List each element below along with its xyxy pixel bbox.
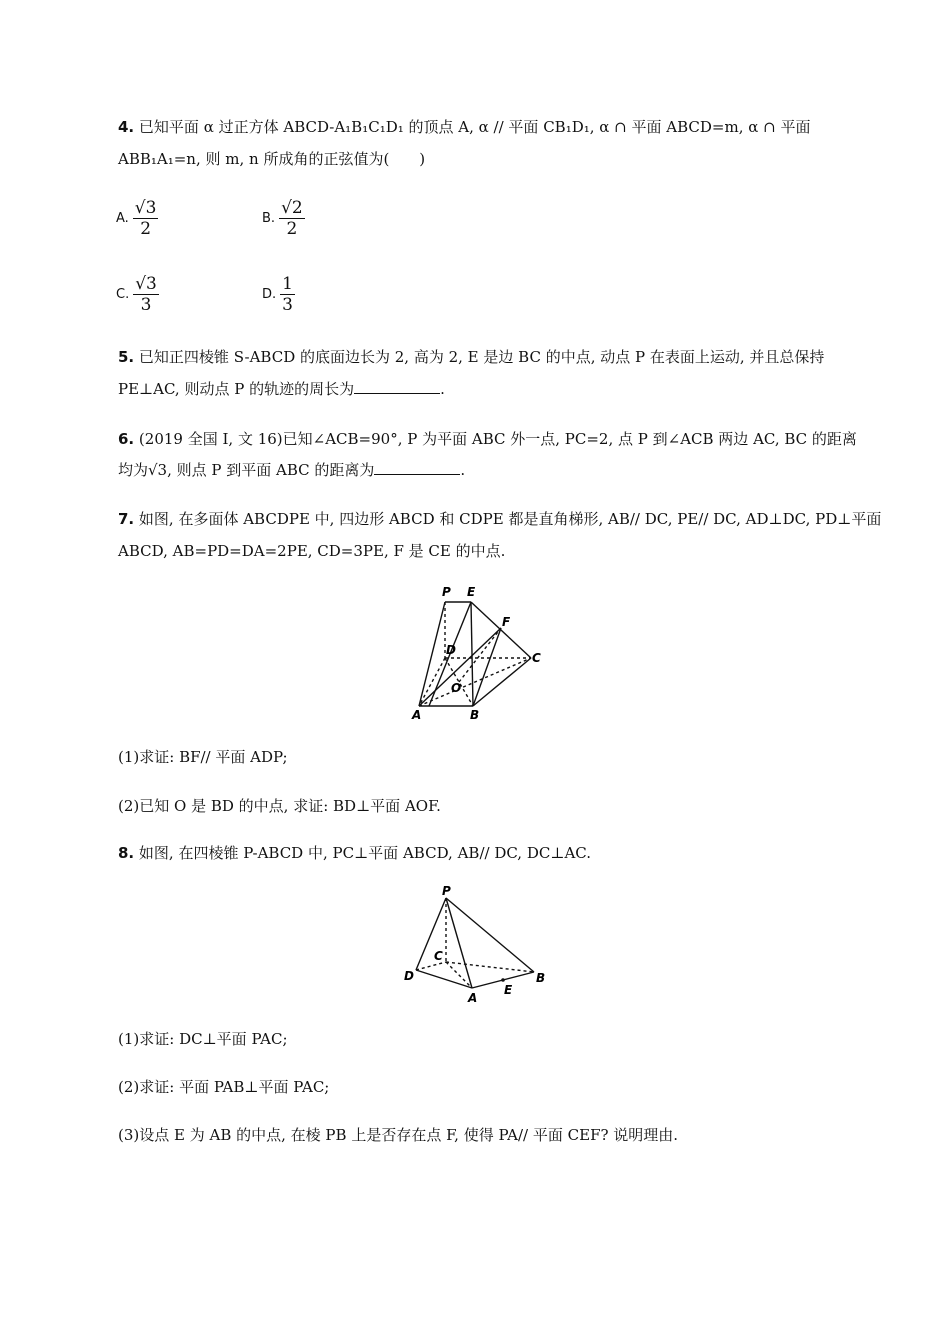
q4-text-line2: ABB₁A₁=n, 则 m, n 所成角的正弦值为( ) bbox=[118, 150, 426, 168]
vertex-label-a: A bbox=[468, 991, 478, 1005]
option-label: B. bbox=[262, 211, 276, 226]
q5-line1 bbox=[118, 346, 824, 368]
q5-line2 bbox=[118, 378, 445, 400]
q8-text-line1: 如图, 在四棱锥 P-ABCD 中, PC⊥平面 ABCD, AB// DC, DC⊥AC. bbox=[138, 844, 591, 862]
fraction-numerator: 1 bbox=[282, 274, 293, 294]
fraction-numerator: √3 bbox=[135, 274, 157, 294]
answer-blank bbox=[354, 379, 440, 394]
q8-sub3 bbox=[118, 1124, 678, 1146]
q7-sub1 bbox=[118, 746, 288, 768]
vertex-label-c: C bbox=[434, 949, 443, 963]
q4-option-c bbox=[116, 274, 159, 315]
q4-option-a bbox=[116, 198, 158, 239]
q6-text-line1: (2019 全国 Ⅰ, 文 16)已知∠ACB=90°, P 为平面 ABC 外一点, PC=2, 点 P 到∠ACB 两边 AC, BC 的距离 bbox=[138, 430, 857, 448]
q4-number: 4. bbox=[118, 118, 135, 136]
q7-text-line1: 如图, 在多面体 ABCDPE 中, 四边形 ABCD 和 CDPE 都是直角梯形, AB// DC, PE// DC, AD⊥DC, PD⊥平面 bbox=[138, 510, 882, 528]
fraction-denominator: 3 bbox=[282, 295, 293, 315]
q6-end: . bbox=[460, 461, 466, 479]
q5-text-line1: 已知正四棱锥 S-ABCD 的底面边长为 2, 高为 2, E 是边 BC 的中点, 动点 P 在表面上运动, 并且总保持 bbox=[138, 348, 825, 366]
vertex-label-a: A bbox=[412, 708, 422, 722]
vertex-label-d: D bbox=[404, 969, 414, 983]
option-fraction bbox=[279, 198, 305, 239]
vertex-label-c: C bbox=[532, 651, 541, 665]
q7-line2 bbox=[118, 540, 505, 562]
q8-sub2 bbox=[118, 1076, 329, 1098]
q7-polyhedron-figure bbox=[405, 582, 555, 724]
option-fraction bbox=[280, 274, 295, 315]
vertex-label-e: E bbox=[504, 983, 513, 997]
fraction-numerator: √2 bbox=[281, 198, 303, 218]
fraction-denominator: 3 bbox=[140, 295, 152, 315]
q5-text-line2: PE⊥AC, 则动点 P 的轨迹的周长为 bbox=[118, 380, 355, 398]
q4-line1 bbox=[118, 116, 811, 138]
option-label: C. bbox=[116, 287, 130, 302]
vertex-label-p: P bbox=[442, 585, 451, 599]
q6-line2 bbox=[118, 459, 465, 481]
q6-number: 6. bbox=[118, 430, 135, 448]
vertex-label-o: O bbox=[451, 681, 462, 695]
q7-line1 bbox=[118, 508, 881, 530]
vertex-label-b: B bbox=[536, 971, 546, 985]
q4-text-line1: 已知平面 α 过正方体 ABCD-A₁B₁C₁D₁ 的顶点 A, α // 平面 CB₁D₁, α ∩ 平面 ABCD=m, α ∩ 平面 bbox=[138, 118, 811, 136]
q8-pyramid-figure bbox=[398, 884, 558, 1008]
q8-sub1-text: (1)求证: DC⊥平面 PAC; bbox=[118, 1030, 288, 1048]
q8-sub1 bbox=[118, 1028, 288, 1050]
q7-sub2-text: (2)已知 O 是 BD 的中点, 求证: BD⊥平面 AOF. bbox=[118, 797, 441, 815]
fraction-denominator: 2 bbox=[140, 219, 152, 239]
fraction-numerator: √3 bbox=[134, 198, 157, 218]
vertex-label-d: D bbox=[446, 643, 456, 657]
q8-sub2-text: (2)求证: 平面 PAB⊥平面 PAC; bbox=[118, 1078, 330, 1096]
option-label: D. bbox=[262, 287, 277, 302]
q6-line1 bbox=[118, 428, 857, 450]
q8-number: 8. bbox=[118, 844, 135, 862]
q4-option-b bbox=[262, 198, 305, 239]
fraction-denominator: 2 bbox=[286, 219, 298, 239]
answer-blank bbox=[374, 460, 460, 475]
q7-sub2 bbox=[118, 795, 441, 817]
q8-sub3-text: (3)设点 E 为 AB 的中点, 在棱 PB 上是否存在点 F, 使得 PA// 平面 CEF? 说明理由. bbox=[118, 1126, 679, 1144]
q4-option-d bbox=[262, 274, 295, 315]
q5-number: 5. bbox=[118, 348, 135, 366]
q7-sub1-text: (1)求证: BF// 平面 ADP; bbox=[118, 748, 288, 766]
option-label: A. bbox=[116, 211, 129, 226]
vertex-label-b: B bbox=[470, 708, 480, 722]
q6-text-line2: 均为√3, 则点 P 到平面 ABC 的距离为 bbox=[118, 461, 375, 479]
q4-line2 bbox=[118, 148, 425, 170]
vertex-label-e: E bbox=[467, 585, 476, 599]
q8-line1 bbox=[118, 842, 591, 864]
vertex-label-p: P bbox=[442, 884, 451, 898]
option-fraction bbox=[133, 198, 159, 239]
q7-number: 7. bbox=[118, 510, 135, 528]
vertex-label-f: F bbox=[502, 615, 511, 629]
option-fraction bbox=[133, 274, 159, 315]
q5-end: . bbox=[440, 380, 445, 398]
q7-text-line2: ABCD, AB=PD=DA=2PE, CD=3PE, F 是 CE 的中点. bbox=[118, 542, 506, 560]
